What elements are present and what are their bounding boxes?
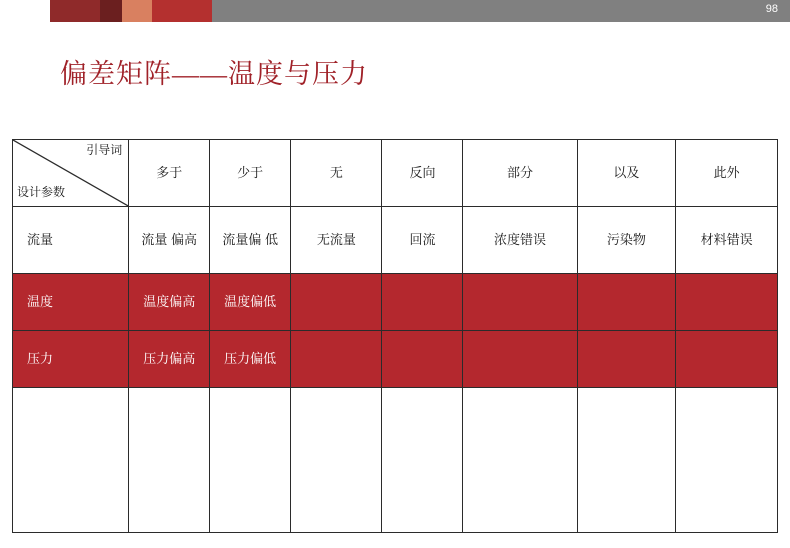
matrix-cell: [291, 274, 382, 331]
matrix-corner-cell: [13, 140, 129, 207]
matrix-cell: 流量偏 低: [210, 207, 291, 274]
deviation-matrix: [12, 139, 778, 533]
matrix-cell: [382, 331, 463, 388]
slide-title: 偏差矩阵——温度与压力: [60, 59, 368, 89]
matrix-column-header: 少于: [210, 140, 291, 207]
matrix-cell: 压力偏高: [129, 331, 210, 388]
matrix-cell: [463, 274, 577, 331]
topbar-segment-gray: [212, 0, 790, 22]
table-row: [13, 274, 778, 331]
matrix-cell: 压力偏低: [210, 331, 291, 388]
matrix-cell: [676, 388, 778, 533]
corner-design-parameter-label: 设计参数: [17, 185, 66, 200]
matrix-header-row: [13, 140, 778, 207]
matrix-cell: [210, 388, 291, 533]
page-number: 98: [765, 3, 778, 15]
matrix-cell: [291, 331, 382, 388]
matrix-column-header: 多于: [129, 140, 210, 207]
topbar-segment-salmon: [122, 0, 152, 22]
matrix-cell: 无流量: [291, 207, 382, 274]
matrix-cell: [676, 331, 778, 388]
topbar-segment-dark-red: [50, 0, 100, 22]
decorative-top-bar: [0, 0, 790, 22]
matrix-cell: [463, 388, 577, 533]
matrix-cell: [577, 331, 676, 388]
matrix-cell: 回流: [382, 207, 463, 274]
matrix-row-label: [13, 388, 129, 533]
table-row: [13, 207, 778, 274]
matrix-table: [12, 139, 778, 533]
matrix-cell: [463, 331, 577, 388]
topbar-segment-white: [0, 0, 50, 22]
table-row: [13, 388, 778, 533]
matrix-cell: [382, 274, 463, 331]
table-row: [13, 331, 778, 388]
matrix-cell: [129, 388, 210, 533]
matrix-column-header: 无: [291, 140, 382, 207]
matrix-column-header: 以及: [577, 140, 676, 207]
matrix-column-header: 此外: [676, 140, 778, 207]
matrix-cell: 材料错误: [676, 207, 778, 274]
matrix-row-label: 温度: [13, 274, 129, 331]
matrix-cell: 温度偏高: [129, 274, 210, 331]
matrix-cell: 浓度错误: [463, 207, 577, 274]
matrix-column-header: 反向: [382, 140, 463, 207]
matrix-cell: [291, 388, 382, 533]
matrix-cell: [577, 274, 676, 331]
matrix-row-label: 压力: [13, 331, 129, 388]
matrix-cell: [676, 274, 778, 331]
matrix-cell: [382, 388, 463, 533]
matrix-cell: 污染物: [577, 207, 676, 274]
matrix-column-header: 部分: [463, 140, 577, 207]
matrix-row-label: 流量: [13, 207, 129, 274]
matrix-cell: 流量 偏高: [129, 207, 210, 274]
topbar-segment-red: [152, 0, 212, 22]
topbar-segment-deep-red: [100, 0, 122, 22]
matrix-cell: 温度偏低: [210, 274, 291, 331]
corner-guide-word-label: 引导词: [86, 143, 123, 157]
matrix-cell: [577, 388, 676, 533]
